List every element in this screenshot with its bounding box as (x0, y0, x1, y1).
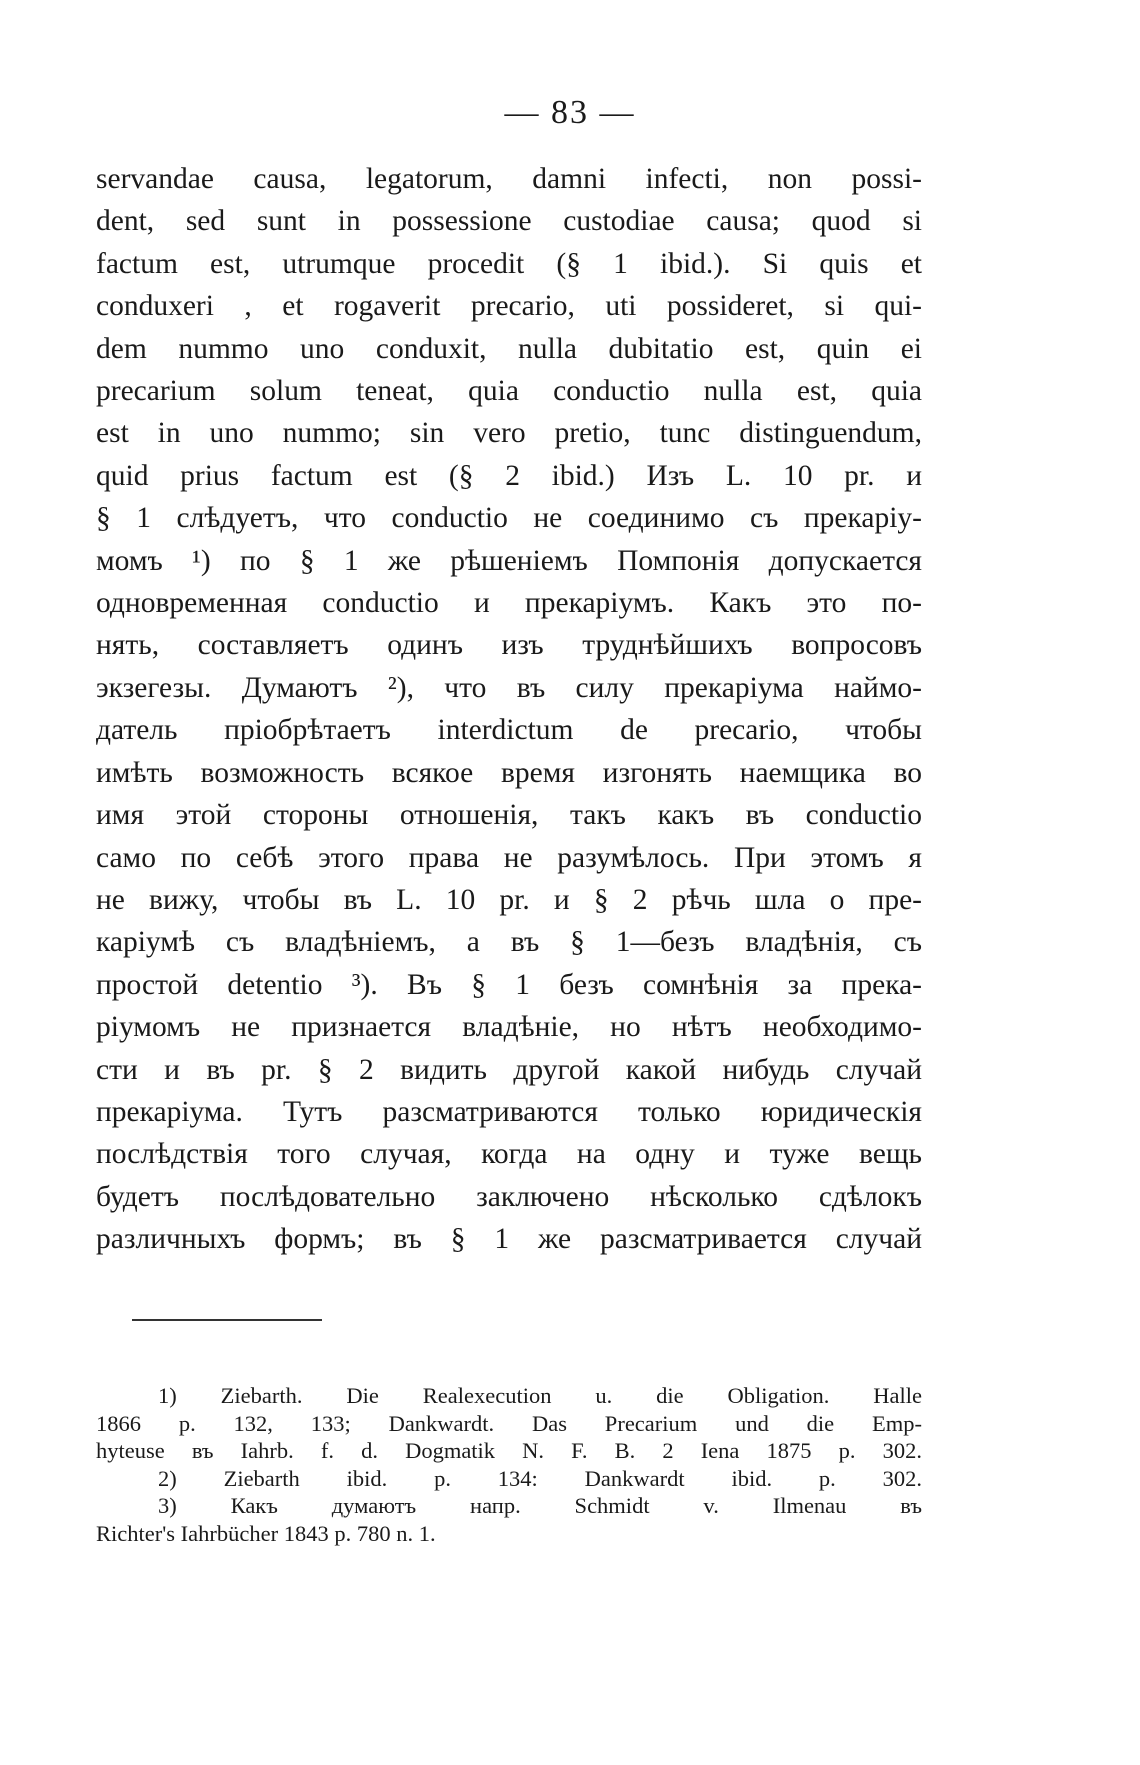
text-line: имя этой стороны отношенія, такъ какъ въ conductio (96, 799, 922, 832)
text-line: одновременная conductio и прекаріумъ. Какъ это по- (96, 587, 922, 620)
text-line: имѣть возможность всякое время изгонять наемщика во (96, 756, 922, 789)
text-line: датель пріобрѣтаетъ interdictum de precario, чтобы (96, 714, 922, 747)
footnote-line: hyteuse въ Iahrb. f. d. Dogmatik N. F. B. 2 Iena 1875 p. 302. (96, 1438, 922, 1463)
footnote-line: 1866 p. 132, 133; Dankwardt. Das Precarium und die Emp- (96, 1410, 922, 1436)
text-line: будетъ послѣдовательно заключено нѣсколько сдѣлокъ (96, 1180, 922, 1213)
text-line: servandae causa, legatorum, damni infecti, non possi- (96, 163, 922, 195)
text-line: conduxeri , et rogaverit precario, uti possideret, si qui- (96, 290, 922, 323)
text-line: est in uno nummo; sin vero pretio, tunc distinguendum, (96, 417, 922, 450)
text-line: factum est, utrumque procedit (§ 1 ibid.). Si quis et (96, 247, 922, 280)
text-line: простой detentio ³). Въ § 1 безъ сомнѣнія за прека- (96, 968, 922, 1001)
text-line: dem nummo uno conduxit, nulla dubitatio est, quin ei (96, 332, 922, 365)
footnote-divider (132, 1319, 322, 1321)
text-line: прекаріума. Тутъ разсматриваются только юридическія (96, 1095, 922, 1128)
footnote-line: Richter's Iahrbücher 1843 p. 780 n. 1. (96, 1520, 436, 1546)
main-text (96, 158, 922, 1261)
footnote-line: 2) Ziebarth ibid. p. 134: Dankwardt ibid. p. 302. (158, 1465, 922, 1491)
page-number: — 83 — (504, 94, 636, 131)
footnote-line: 1) Ziebarth. Die Realexecution u. die Obligation. Halle (158, 1383, 922, 1408)
text-line: сти и въ pr. § 2 видить другой какой нибудь случай (96, 1053, 922, 1086)
text-line: экзегезы. Думаютъ ²), что въ силу прекаріума наймо- (96, 671, 922, 704)
text-line: § 1 слѣдуетъ, что conductio не соединимо съ прекаріу- (96, 502, 922, 535)
text-line: не вижу, чтобы въ L. 10 pr. и § 2 рѣчь шла о пре- (96, 883, 922, 916)
text-line: ріумомъ не признается владѣніе, но нѣтъ необходимо- (96, 1011, 922, 1044)
text-line: момъ ¹) по § 1 же рѣшеніемъ Помпонія допускается (96, 544, 922, 577)
footnotes (96, 1382, 922, 1547)
text-line: различныхъ формъ; въ § 1 же разсматривается случай (96, 1223, 922, 1256)
text-line: само по себѣ этого права не разумѣлось. При этомъ я (96, 841, 922, 874)
text-line: каріумѣ съ владѣніемъ, а въ § 1—безъ владѣнія, съ (96, 926, 922, 959)
text-line: quid prius factum est (§ 2 ibid.) Изъ L. 10 pr. и (96, 459, 922, 492)
text-line: послѣдствія того случая, когда на одну и туже вещь (96, 1138, 922, 1171)
text-line: precarium solum teneat, quia conductio nulla est, quia (96, 375, 922, 408)
text-line: dent, sed sunt in possessione custodiae causa; quod si (96, 205, 922, 238)
text-line: нять, составляетъ одинъ изъ труднѣйшихъ вопросовъ (96, 629, 922, 662)
footnote-line: 3) Какъ думаютъ напр. Schmidt v. Ilmenau въ (158, 1493, 922, 1518)
